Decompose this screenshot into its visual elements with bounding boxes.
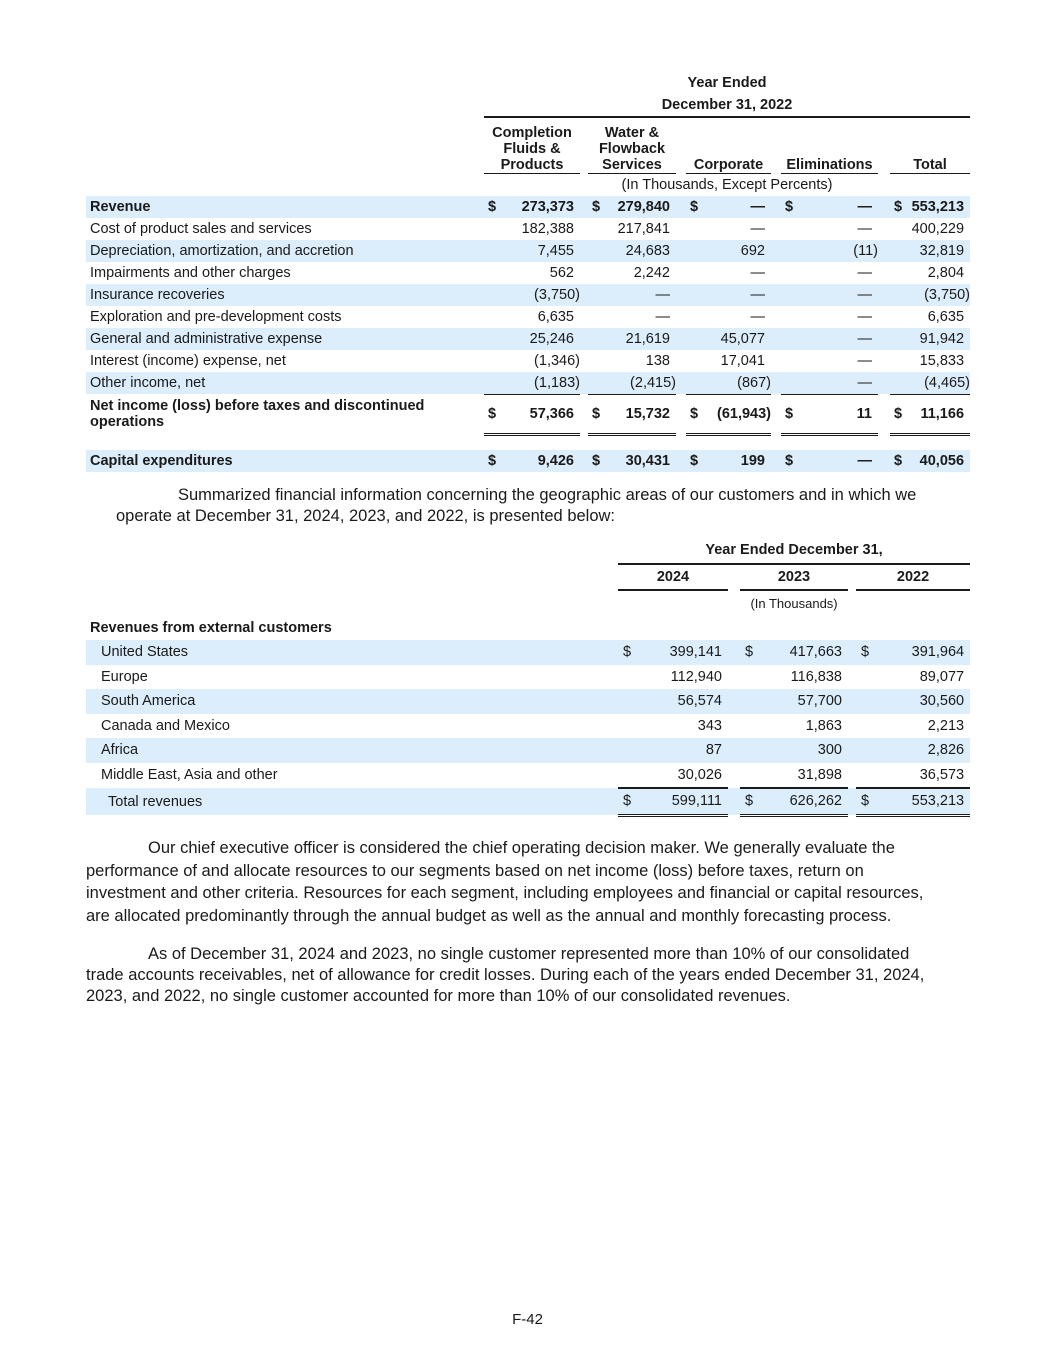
- geographic-revenue-table: [86, 538, 970, 817]
- header-year-ended: Year Ended: [687, 75, 767, 91]
- table-row: Europe 112,940 116,838 89,077: [101, 668, 965, 685]
- col-2023: 2023: [740, 564, 848, 591]
- col-2024: 2024: [618, 564, 728, 591]
- paragraph-cdm: Our chief executive officer is considered the chief operating decision maker. We generally evaluate the performance of and allocate resources to our segments based on net income (loss) before taxes, return on investment and other criteria. Resources for each segment, including employees and financial or capital resources, are allocated predominantly through the annual budget as well as the annual and monthly forecasting process.: [86, 839, 924, 925]
- segment-table: [86, 72, 970, 472]
- col-water: Water & Flowback Services: [588, 117, 676, 173]
- table-row: Africa 87 300 2,826: [86, 738, 970, 763]
- table-row: Depreciation, amortization, and accretion 7,455 24,683 692 (11) 32,819: [86, 240, 970, 262]
- header-year-ended-dec31: Year Ended December 31,: [618, 538, 970, 564]
- table-row-total: Total revenues $ 599,111 $ 626,262 $ 553,213: [86, 788, 970, 815]
- table-row: Canada and Mexico 343 1,863 2,213: [101, 717, 965, 734]
- table-row: General and administrative expense 25,246 21,619 45,077 — 91,942: [86, 328, 970, 350]
- table-row: South America 56,574 57,700 30,560: [86, 689, 970, 714]
- paragraph-customers: As of December 31, 2024 and 2023, no single customer represented more than 10% of our consolidated trade accounts receivables, net of allowance for credit losses. During each of the years ended December 31, 2024, 2023, and 2022, no single customer accounted for more than 10% of our consolidated revenues.: [86, 945, 925, 1005]
- col-2022: 2022: [856, 564, 970, 591]
- units-label: (In Thousands, Except Percents): [621, 176, 833, 193]
- table-row: Capital expenditures $ 9,426 $ 30,431 $ 199 $ — $ 40,056: [86, 450, 970, 472]
- paragraph-geographic-intro: Summarized financial information concerning the geographic areas of our customers and in which we operate at December 31, 2024, 2023, and 2022, is presented below:: [116, 486, 917, 525]
- table-row: Exploration and pre-development costs 6,635 — — — 6,635: [90, 308, 965, 325]
- table-row: Interest (income) expense, net (1,346) 138 17,041 — 15,833: [90, 352, 965, 369]
- header-date: December 31, 2022: [484, 94, 970, 117]
- table-row: Revenue $ 273,373 $ 279,840 $ — $ — $ 553,213: [86, 196, 970, 218]
- table-row: Net income (loss) before taxes and discontinued operations $ 57,366 $ 15,732 $ (61,943) $ 11 $ 11,166: [86, 394, 970, 434]
- units-label: (In Thousands): [750, 595, 838, 611]
- table-row: Insurance recoveries (3,750) — — — (3,750): [86, 284, 970, 306]
- section-title: Revenues from external customers: [90, 619, 332, 636]
- col-eliminations: Eliminations: [781, 117, 878, 173]
- table-row: Other income, net (1,183) (2,415) (867) — (4,465): [86, 372, 970, 395]
- col-total: Total: [890, 117, 970, 173]
- page-number: F-42: [512, 1311, 543, 1328]
- table-row: Cost of product sales and services 182,388 217,841 — — 400,229: [90, 220, 965, 237]
- table-row: Impairments and other charges 562 2,242 — — 2,804: [90, 264, 965, 281]
- col-completion: Completion Fluids & Products: [484, 117, 580, 173]
- table-row: United States $ 399,141 $ 417,663 $ 391,964: [86, 640, 970, 665]
- table-row: Middle East, Asia and other 30,026 31,898 36,573: [86, 763, 970, 789]
- col-corporate: Corporate: [686, 117, 771, 173]
